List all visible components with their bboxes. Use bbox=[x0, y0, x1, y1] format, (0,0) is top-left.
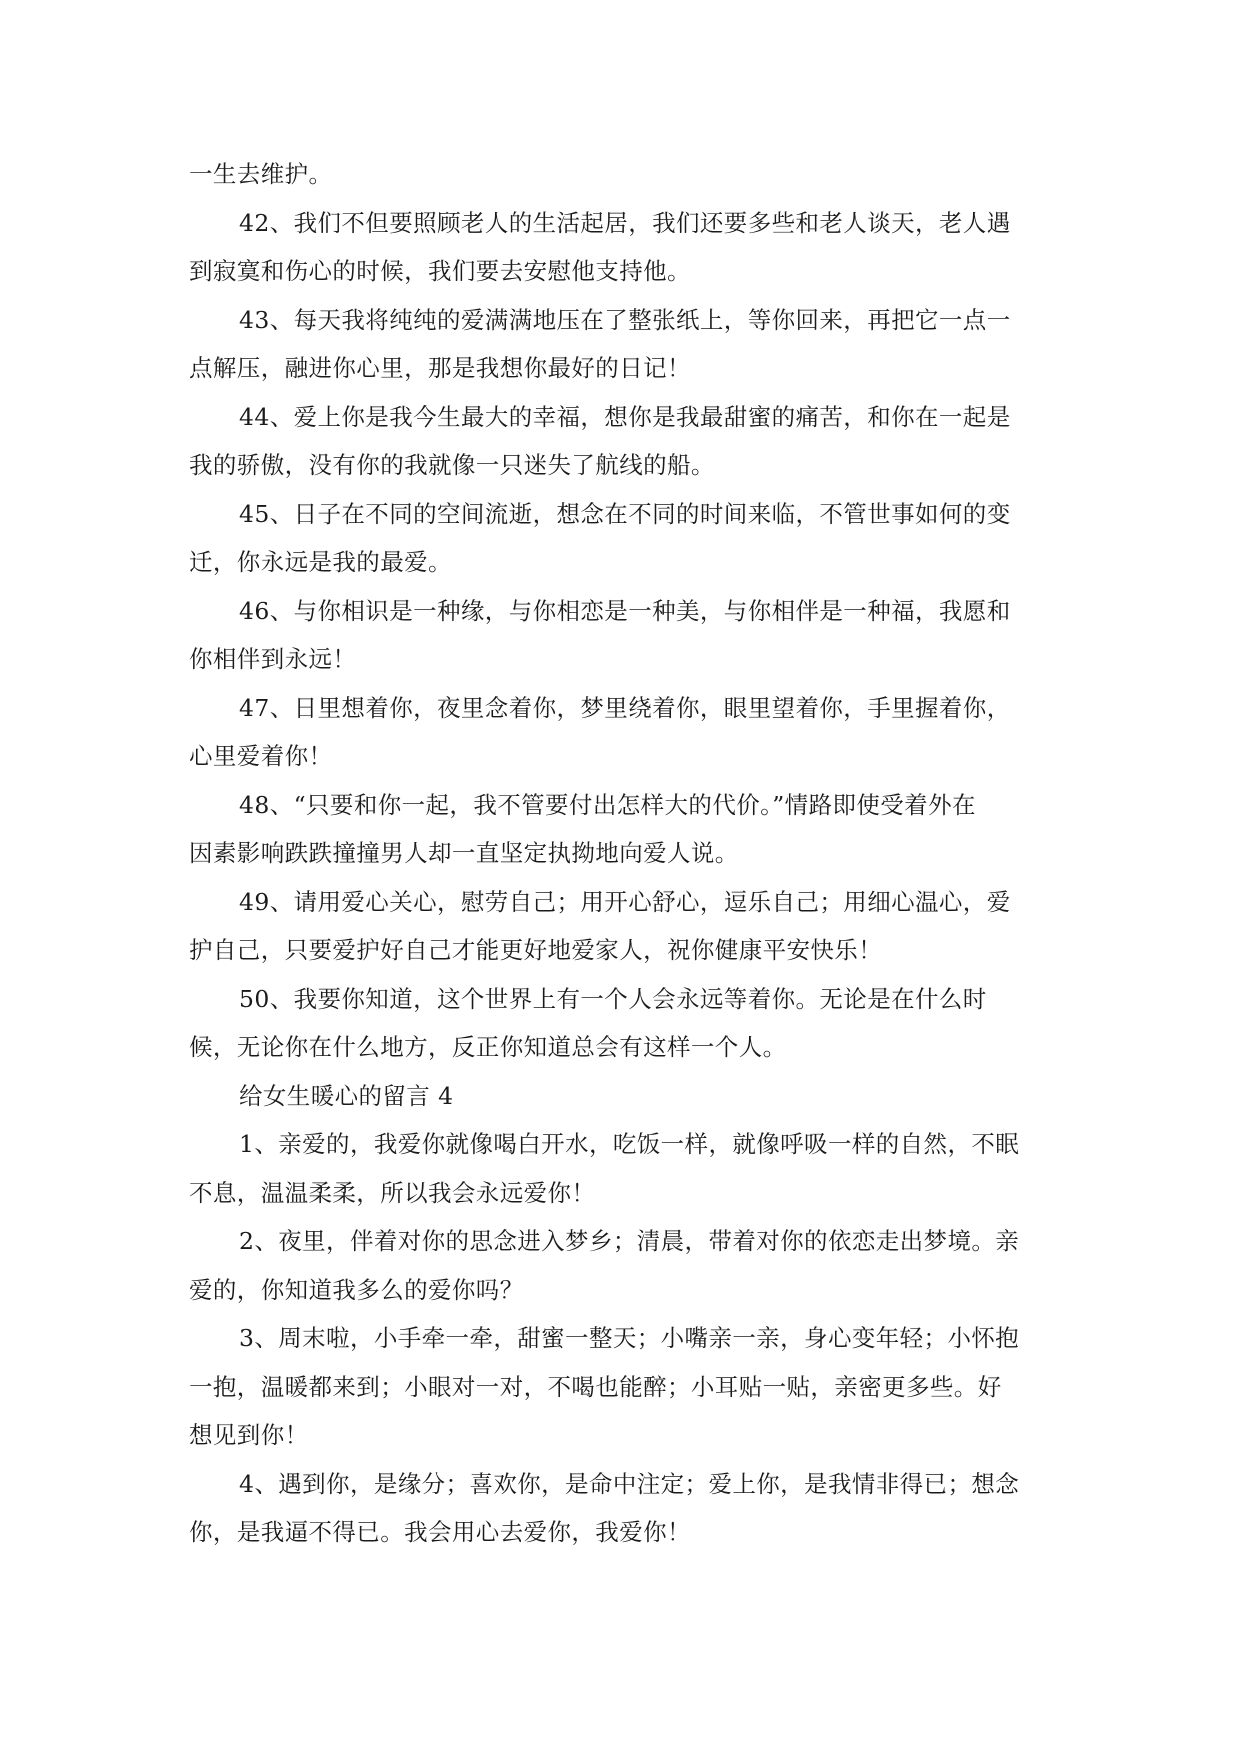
paragraph-50-line-1: 50、我要你知道，这个世界上有一个人会永远等着你。无论是在什么时 bbox=[239, 984, 987, 1013]
paragraph-46-line-2: 你相伴到永远！ bbox=[189, 645, 357, 673]
paragraph-4-line-2: 你，是我逼不得已。我会用心去爱你，我爱你！ bbox=[189, 1518, 691, 1546]
paragraph-45-line-1: 45、日子在不同的空间流逝，想念在不同的时间来临，不管世事如何的变 bbox=[239, 499, 1011, 528]
paragraph-47-line-2: 心里爱着你！ bbox=[189, 742, 333, 770]
paragraph-48-line-1: 48、“只要和你一起，我不管要付出怎样大的代价。”情路即使受着外在 bbox=[239, 790, 976, 819]
paragraph-3-line-1: 3、周末啦，小手牵一牵，甜蜜一整天；小嘴亲一亲，身心变年轻；小怀抱 bbox=[239, 1324, 1020, 1352]
paragraph-48-line-2: 因素影响跌跌撞撞男人却一直坚定执拗地向爱人说。 bbox=[189, 839, 739, 867]
paragraph-46-line-1: 46、与你相识是一种缘，与你相恋是一种美，与你相伴是一种福，我愿和 bbox=[239, 596, 1011, 625]
paragraph-49-line-1: 49、请用爱心关心，慰劳自己；用开心舒心，逗乐自己；用细心温心，爱 bbox=[239, 887, 1011, 916]
paragraph-43-line-1: 43、每天我将纯纯的爱满满地压在了整张纸上，等你回来，再把它一点一 bbox=[239, 305, 1011, 334]
paragraph-45-line-2: 迁，你永远是我的最爱。 bbox=[189, 548, 452, 576]
paragraph-50-line-2: 候，无论你在什么地方，反正你知道总会有这样一个人。 bbox=[189, 1033, 787, 1061]
paragraph-3-line-3: 想见到你！ bbox=[189, 1421, 309, 1449]
text-line: 一生去维护。 bbox=[189, 160, 333, 188]
paragraph-44-line-2: 我的骄傲，没有你的我就像一只迷失了航线的船。 bbox=[189, 451, 715, 479]
paragraph-4-line-1: 4、遇到你，是缘分；喜欢你，是命中注定；爱上你，是我情非得已；想念 bbox=[239, 1469, 1020, 1498]
paragraph-2-line-2: 爱的，你知道我多么的爱你吗？ bbox=[189, 1275, 524, 1304]
paragraph-44-line-1: 44、爱上你是我今生最大的幸福，想你是我最甜蜜的痛苦，和你在一起是 bbox=[239, 402, 1011, 431]
paragraph-49-line-2: 护自己，只要爱护好自己才能更好地爱家人，祝你健康平安快乐！ bbox=[189, 936, 883, 964]
paragraph-42-line-2: 到寂寞和伤心的时候，我们要去安慰他支持他。 bbox=[189, 257, 691, 285]
paragraph-1-line-2: 不息，温温柔柔，所以我会永远爱你！ bbox=[189, 1178, 596, 1207]
paragraph-1-line-1: 1、亲爱的，我爱你就像喝白开水，吃饭一样，就像呼吸一样的自然，不眠 bbox=[239, 1130, 1020, 1158]
paragraph-47-line-1: 47、日里想着你，夜里念着你，梦里绕着你，眼里望着你，手里握着你， bbox=[239, 693, 1011, 722]
paragraph-42-line-1: 42、我们不但要照顾老人的生活起居，我们还要多些和老人谈天，老人遇 bbox=[239, 208, 1011, 237]
paragraph-2-line-1: 2、夜里，伴着对你的思念进入梦乡；清晨，带着对你的依恋走出梦境。亲 bbox=[239, 1227, 1020, 1255]
paragraph-3-line-2: 一抱，温暖都来到；小眼对一对，不喝也能醉；小耳贴一贴，亲密更多些。好 bbox=[189, 1372, 1002, 1401]
document-page bbox=[189, 150, 1059, 1557]
section-heading: 给女生暖心的留言 4 bbox=[239, 1081, 454, 1110]
paragraph-43-line-2: 点解压，融进你心里，那是我想你最好的日记！ bbox=[189, 354, 691, 382]
